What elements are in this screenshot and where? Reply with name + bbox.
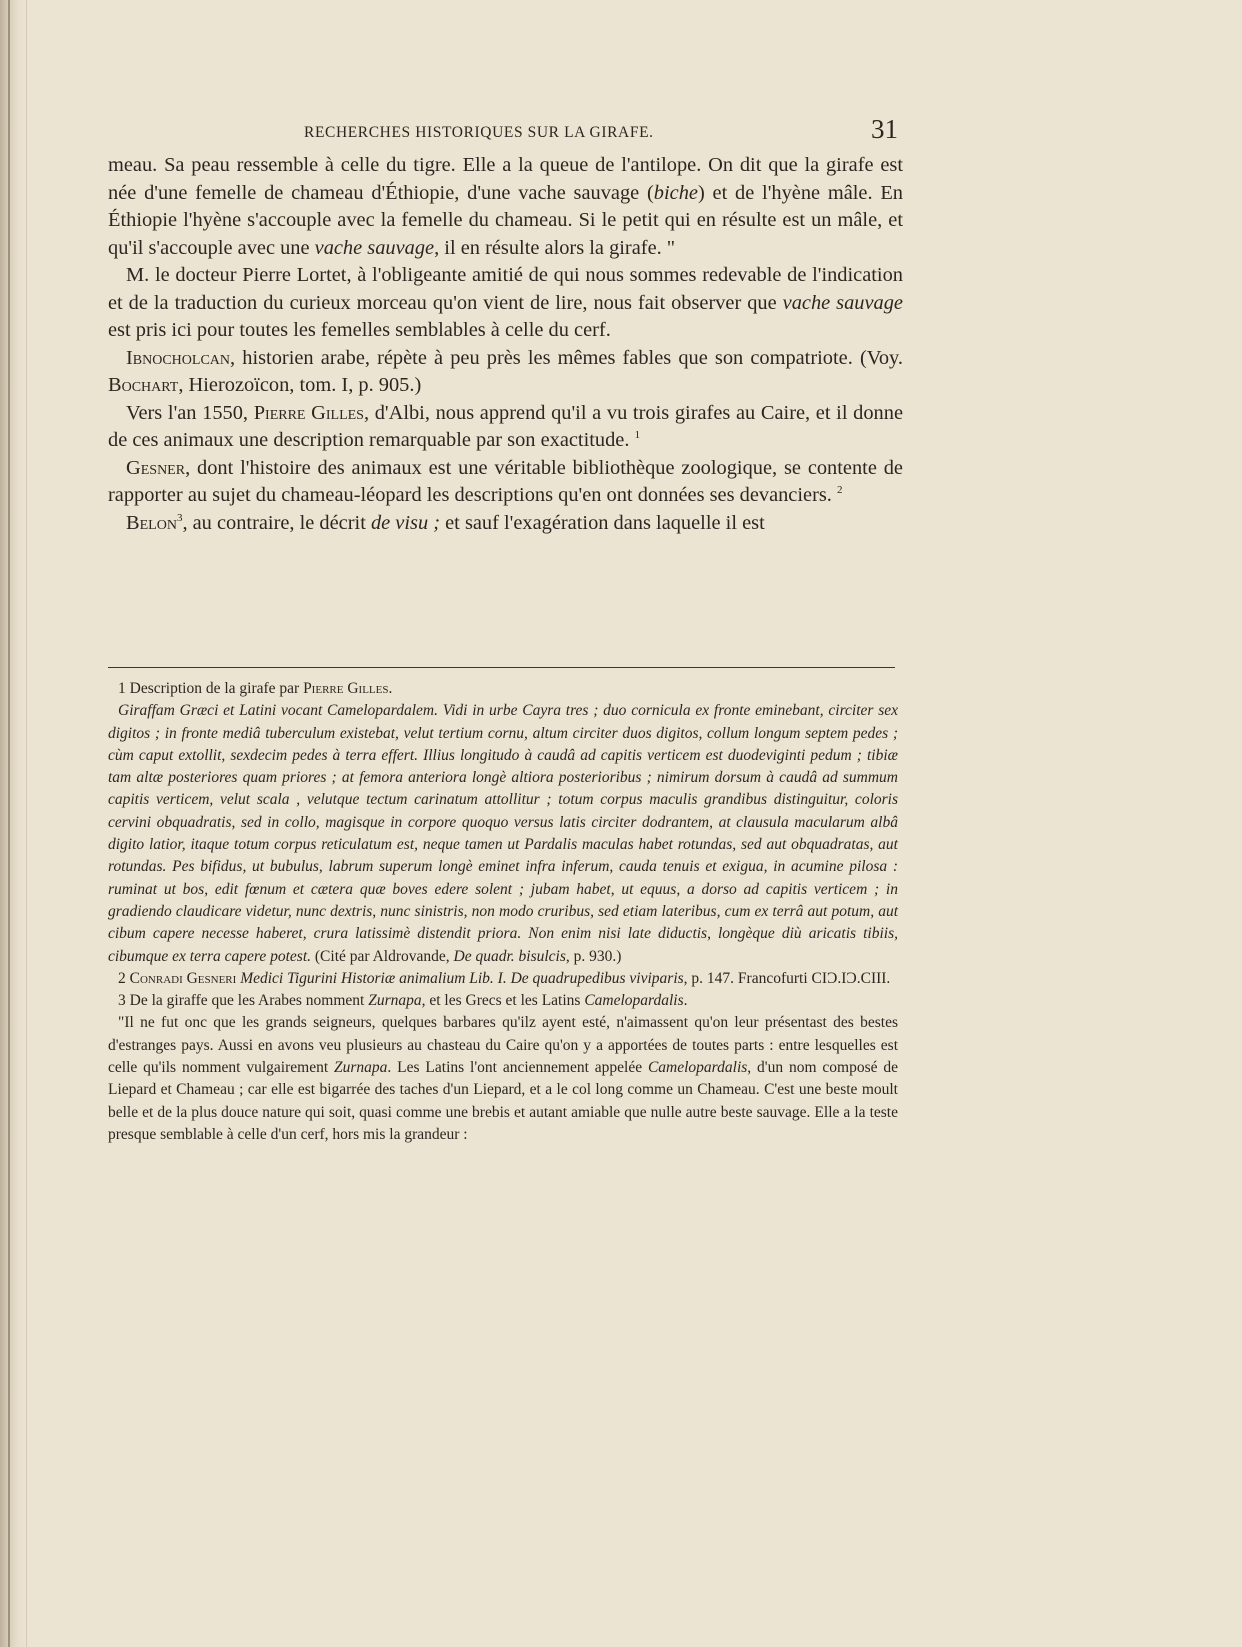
- italic-run: Camelopardalis: [584, 992, 684, 1010]
- italic-run: De quadr. bisulcis: [453, 947, 566, 965]
- paragraph-2: [108, 262, 903, 345]
- text-run: 3 De la giraffe que les Arabes nomment: [118, 992, 369, 1010]
- footnote-ref[interactable]: 3: [176, 511, 183, 524]
- text-run: , dont l'histoire des animaux est une véritable bibliothèque zoologique, se contente de rapporter au sujet du chameau-léopard les descriptions qu'en ont données ses devanciers.: [108, 456, 903, 506]
- text-run: est pris ici pour toutes les femelles semblables à celle du cerf.: [108, 319, 611, 341]
- text-run: .: [683, 992, 688, 1010]
- italic-run: vache sauvage: [314, 236, 435, 259]
- text-run: et sauf l'exagération dans laquelle il est: [440, 511, 765, 534]
- italic-run: Medici Tigurini Historiæ animalium Lib. I. De quadrupedibus viviparis: [240, 969, 684, 987]
- footnote-3-quote: [108, 1012, 898, 1146]
- footnote-3: [108, 990, 898, 1012]
- page-number: 31: [871, 114, 898, 144]
- paragraph-6: [108, 510, 903, 538]
- italic-run: Camelopardalis: [647, 1059, 748, 1077]
- text-run: , p. 930.): [565, 947, 622, 965]
- binding-line: [8, 0, 10, 1647]
- footnote-ref[interactable]: 2: [837, 484, 843, 497]
- italic-run: vache sauvage: [782, 291, 903, 314]
- text-run: (Cité par Aldrovande,: [311, 947, 454, 965]
- author-name: Belon: [126, 511, 177, 534]
- page-header: [108, 114, 898, 150]
- paragraph-3: [108, 345, 903, 400]
- text-run: , d'Albi, nous apprend qu'il a vu trois girafes au Caire, et il donne de ces animaux une description remarquable par son exactitude.: [108, 401, 903, 451]
- footnote-1-heading: [108, 678, 898, 700]
- text-run: , d'un nom composé de Liepard et Chameau ; car elle est bigarrée des taches d'un Liepard, et a le col long comme un Chameau. C'est une beste moult belle et de la plus douce nature qui soit, quasi comme une brebis et autant amiable que nulle autre beste sauvage. Elle a la teste presque semblable à celle d'un cerf, hors mis la grandeur :: [108, 1059, 898, 1143]
- text-run: meau. Sa peau ressemble à celle du tigre. Elle a la queue de l'antilope. On dit que la girafe est née d'une femelle de chameau d'Éthiopie, d'une vache sauvage (: [108, 154, 903, 204]
- italic-run: Zurnapa: [334, 1059, 388, 1077]
- text-run: "Il ne fut onc que les grands seigneurs, quelques barbares qu'ilz ayent esté, n'aimassent qu'on leur présentast des bestes d'estranges pays. Aussi en avons veu plusieurs au chasteau du Caire qu'on y a apportées de toutes parts : entre lesquelles est celle qu'ils nomment vulgairement: [108, 1014, 898, 1077]
- text-run: , p. 147. Francofurti CIƆ.IƆ.CIII.: [683, 969, 891, 987]
- main-text: [108, 152, 903, 537]
- footnote-2: [108, 968, 898, 990]
- footnote-rule: [108, 667, 895, 668]
- text-run: ) et de l'hyène mâle. En Éthiopie l'hyène s'accouple avec la femelle du chameau. Si le petit qui en résulte est un mâle, et qu'il s'accouple avec une: [108, 181, 904, 259]
- italic-run: de visu ;: [370, 511, 441, 534]
- text-run: , Hierozoïcon, tom. I, p. 905.): [178, 374, 422, 396]
- author-name: Gesner: [126, 456, 186, 479]
- text-run: , historien arabe, répète à peu près les mêmes fables que son compatriote. (Voy.: [230, 346, 903, 369]
- book-binding-edge: [0, 0, 27, 1647]
- author-name: Bochart: [108, 374, 179, 396]
- text-run: . Les Latins l'ont anciennement appelée: [387, 1059, 648, 1077]
- author-name: Pierre Gilles: [253, 401, 364, 424]
- footnote-1-latin: [108, 700, 898, 968]
- text-run: , au contraire, le décrit: [182, 511, 371, 534]
- text-run: , et les Grecs et les Latins: [421, 992, 585, 1010]
- author-name: Pierre Gilles: [303, 680, 389, 697]
- text-run: 2: [118, 969, 130, 987]
- text-run: Vers l'an 1550,: [126, 401, 254, 424]
- text-run: , il en résulte alors la girafe. ": [434, 236, 676, 259]
- paragraph-1: [108, 152, 903, 262]
- italic-run: biche: [653, 181, 698, 204]
- latin-quote: Giraffam Græci et Latini vocant Camelopardalem. Vidi in urbe Cayra tres ; duo cornicula ex fronte eminebant, circiter sex digitos ; in fronte mediâ tuberculum existebat, velut tertium cornu, altum circiter duos digitos, collum longum septem pedes ; cùm caput extollit, sexdecim pedes à terra effert. Illius longitudo à caudâ ad capitis verticem est duodeviginti pedum ; tibiæ tam altæ posteriores quam priores ; at femora anteriora longè altiora posterioribus ; nimirum dorsum à caudâ ad summum capitis verticem, velut scala , velutque tectum carinatum attollitur ; totum corpus maculis grandibus distinguitur, coloris cervini obquadratis, sed in collo, magisque in corpore quoquo versus latis circiter dodrantem, at clausula macularum albâ digito latior, itaque totum corpus reticulatum est, neque tamen ut Pardalis maculas habet rotundas, sed aut obquadratas, aut rotundas. Pes bifidus, ut bubulus, labrum superum longè eminet infra inferum, cauda tenuis et exigua, in acumine pilosa : ruminat ut bos, edit fœnum et cætera quæ boves edere solent ; jubam habet, ut equus, a dorso ad capitis verticem ; in gradiendo claudicare videtur, nunc dextris, nunc sinistris, non modo cruribus, sed etiam lateribus, cum ex terrâ aut potum, aut cibum capere necesse haberet, crura latissimè distendit priora. Non enim nisi late diductis, longèque diù aricatis tibiis, cibumque ex terra capere potest.: [108, 702, 898, 965]
- paragraph-5: [108, 455, 903, 510]
- footnote-ref[interactable]: 1: [634, 429, 641, 442]
- text-run: .: [388, 680, 393, 697]
- running-title: RECHERCHES HISTORIQUES SUR LA GIRAFE.: [304, 124, 654, 141]
- italic-run: Zurnapa: [368, 992, 422, 1010]
- footnotes: [108, 678, 898, 1146]
- text-run: M. le docteur Pierre Lortet, à l'obligeante amitié de qui nous sommes redevable de l'indication et de la traduction du curieux morceau qu'on vient de lire, nous fait observer que: [108, 264, 903, 314]
- text-run: 1 Description de la girafe par: [118, 680, 304, 697]
- paragraph-4: [108, 400, 903, 455]
- author-name: Conradi Gesneri: [129, 969, 237, 987]
- author-name: Ibnocholcan: [126, 346, 231, 369]
